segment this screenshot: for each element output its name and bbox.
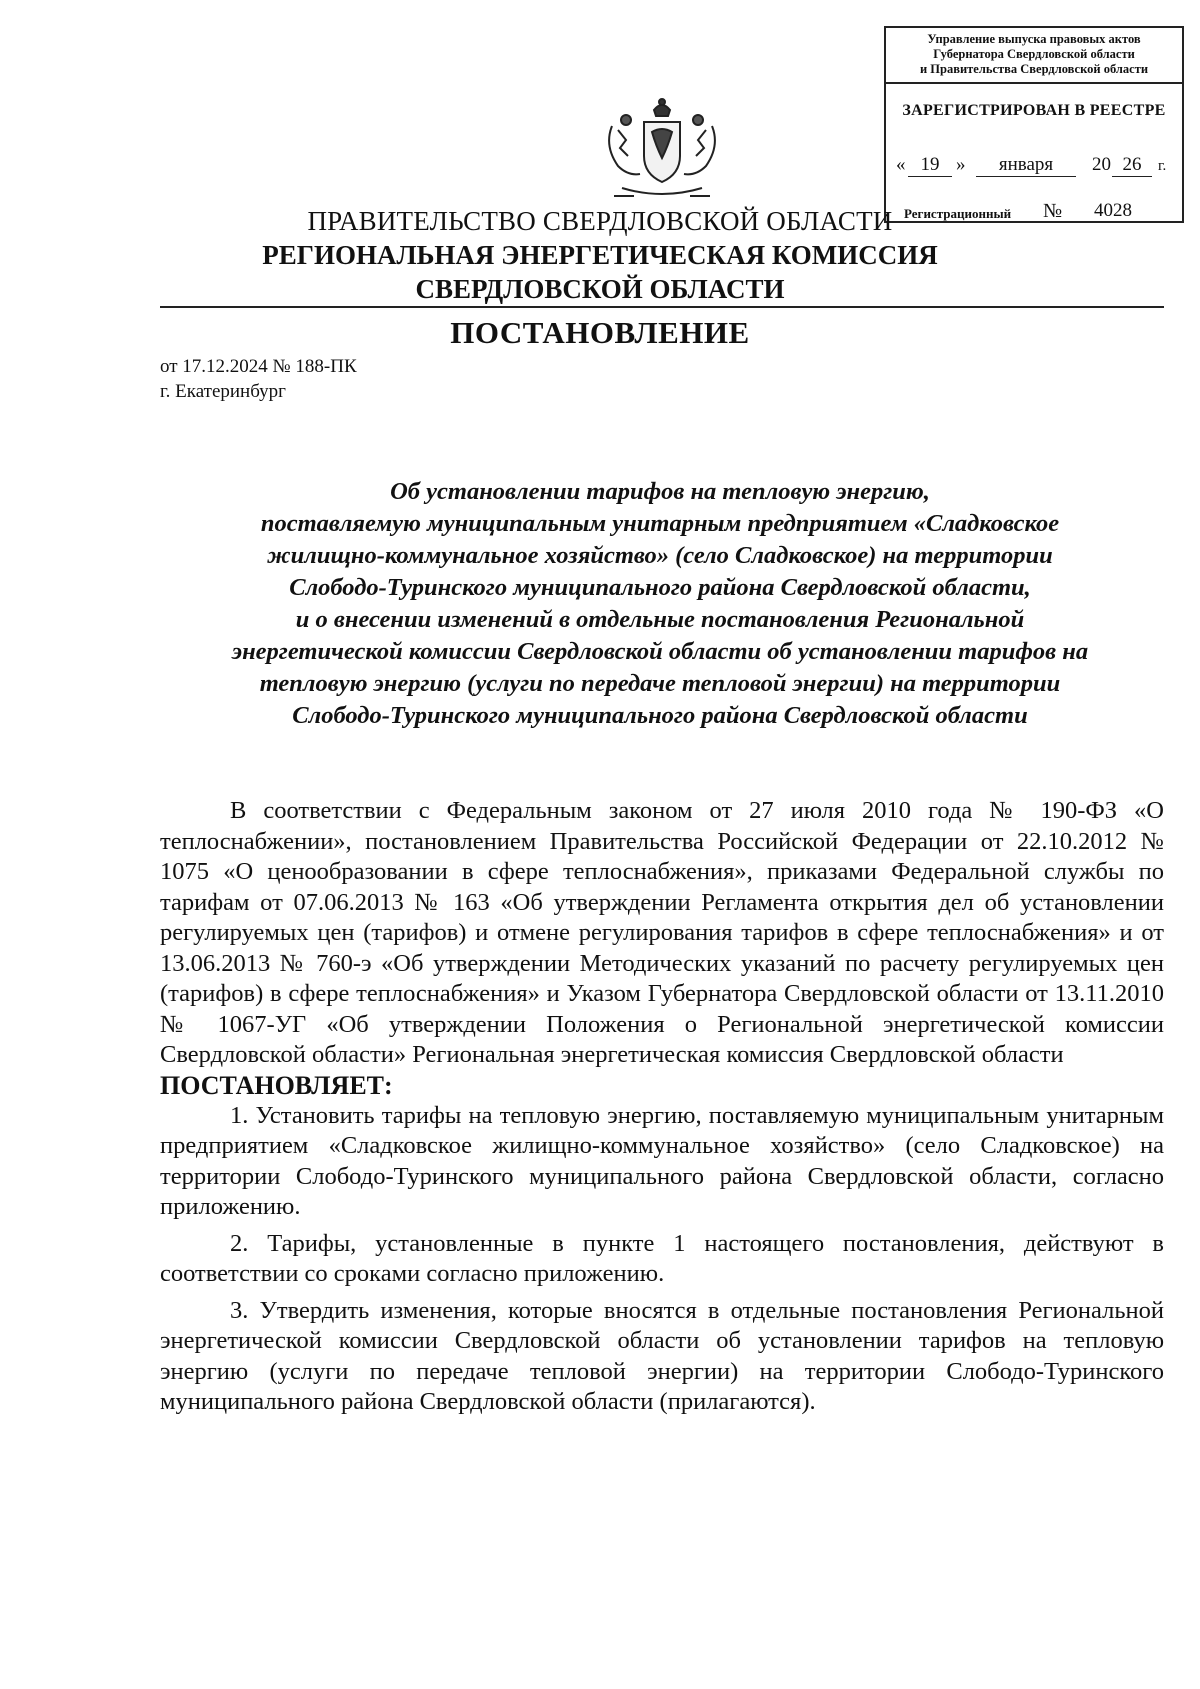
item-3-paragraph: 3. Утвердить изменения, которые вносятся в отдельные постановления Региональной энергетической комиссии Свердловской области об установлении тарифов на тепловую энергию (услуги по передаче тепловой энергии) на территории Слободо-Туринского муниципального района Свердловской области (прилагаются). bbox=[160, 1296, 1164, 1415]
item-2-paragraph: 2. Тарифы, установленные в пункте 1 настоящего постановления, действуют в соответствии со сроками согласно приложению. bbox=[160, 1229, 1164, 1287]
stamp-year-unit: г. bbox=[1158, 158, 1167, 174]
stamp-day: 19 bbox=[908, 154, 952, 177]
header-divider bbox=[160, 306, 1164, 308]
resolves-heading: ПОСТАНОВЛЯЕТ: bbox=[160, 1070, 393, 1100]
commission-name-line-1: РЕГИОНАЛЬНАЯ ЭНЕРГЕТИЧЕСКАЯ КОМИССИЯ bbox=[262, 240, 938, 270]
title-line: и о внесении изменений в отдельные постановления Региональной bbox=[295, 606, 1025, 633]
document-city: г. Екатеринбург bbox=[160, 381, 286, 402]
government-name: ПРАВИТЕЛЬСТВО СВЕРДЛОВСКОЙ ОБЛАСТИ bbox=[307, 206, 893, 236]
title-line: тепловую энергию (услуги по передаче тепловой энергии) на территории bbox=[259, 670, 1061, 697]
document-body bbox=[160, 796, 1164, 1418]
stamp-registered-label: ЗАРЕГИСТРИРОВАН В РЕЕСТРЕ bbox=[902, 102, 1166, 119]
title-line: Об установлении тарифов на тепловую энергию, bbox=[390, 478, 930, 505]
title-line: Слободо-Туринского муниципального района Свердловской области bbox=[292, 702, 1028, 729]
document-date-number: от 17.12.2024 № 188-ПК bbox=[160, 356, 357, 377]
stamp-number-value: 4028 bbox=[1069, 200, 1157, 223]
title-line: жилищно-коммунальное хозяйство» (село Сладковское) на территории bbox=[267, 542, 1053, 569]
stamp-close-quote: » bbox=[956, 154, 966, 175]
document-type: ПОСТАНОВЛЕНИЕ bbox=[450, 315, 750, 350]
stamp-reg-label: Регистрационный bbox=[904, 206, 1012, 221]
stamp-open-quote: « bbox=[896, 154, 906, 175]
stamp-year-suffix: 26 bbox=[1112, 154, 1152, 177]
stamp-org-line-1: Управление выпуска правовых актов bbox=[927, 32, 1141, 46]
stamp-number-sign: № bbox=[1043, 200, 1063, 222]
commission-name-line-2: СВЕРДЛОВСКОЙ ОБЛАСТИ bbox=[415, 274, 785, 304]
registration-stamp bbox=[884, 26, 1184, 223]
coat-of-arms-icon bbox=[592, 96, 732, 202]
title-line: Слободо-Туринского муниципального района Свердловской области, bbox=[289, 574, 1031, 601]
stamp-year-prefix: 20 bbox=[1092, 154, 1111, 175]
title-line: энергетической комиссии Свердловской области об установлении тарифов на bbox=[231, 638, 1089, 665]
stamp-month: января bbox=[976, 154, 1076, 177]
preamble-paragraph: В соответствии с Федеральным законом от 27 июля 2010 года № 190-ФЗ «О теплоснабжении», постановлением Правительства Российской Федерации от 22.10.2012 № 1075 «О ценообразовании в сфере теплоснабжения», приказами Федеральной службы по тарифам от 07.06.2013 № 163 «Об утверждении Регламента открытия дел об установлении регулируемых цен (тарифов) и отмене регулирования тарифов в сфере теплоснабжения» и от 13.06.2013 № 760-э «Об утверждении Методических указаний по расчету регулируемых цен (тарифов) в сфере теплоснабжения» и Указом Губернатора Свердловской области от 13.11.2010 № 1067-УГ «Об утверждении Положения о Региональной энергетической комиссии Свердловской области» Региональная энергетическая комиссия Свердловской области bbox=[160, 797, 1164, 1068]
stamp-org-line-2: Губернатора Свердловской области bbox=[933, 47, 1135, 61]
stamp-header bbox=[886, 28, 1182, 84]
title-line: поставляемую муниципальным унитарным предприятием «Сладковское bbox=[260, 510, 1060, 537]
item-1-paragraph: 1. Установить тарифы на тепловую энергию, поставляемую муниципальным унитарным предприятием «Сладковское жилищно-коммунальное хозяйство» (село Сладковское) на территории Слободо-Туринского муниципального района Свердловской области, согласно приложению. bbox=[160, 1101, 1164, 1220]
stamp-org-line-3: и Правительства Свердловской области bbox=[919, 62, 1149, 76]
document-title bbox=[150, 476, 1170, 732]
